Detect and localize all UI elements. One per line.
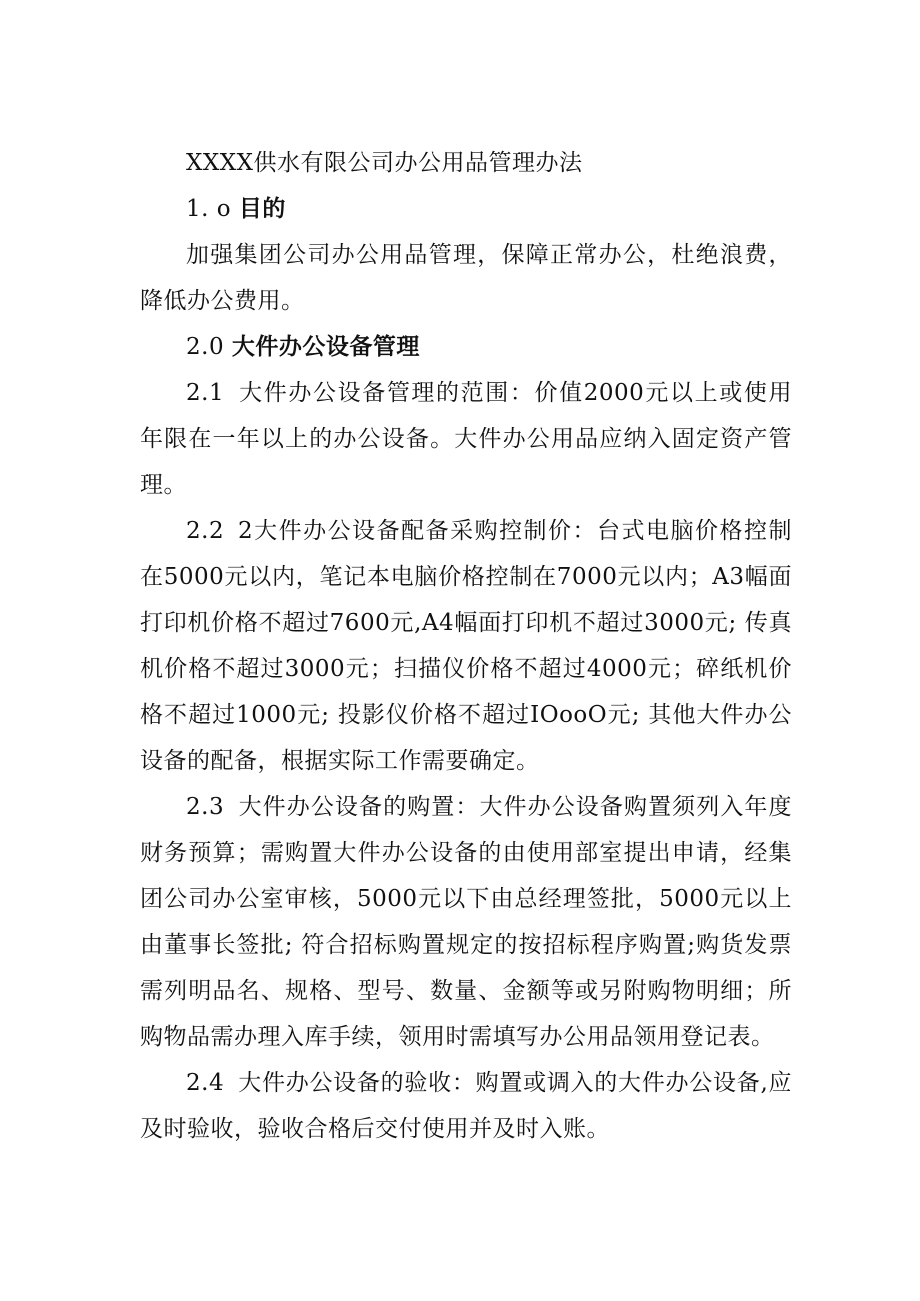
- section-1-number: 1. o: [186, 196, 239, 222]
- section-2-4-paragraph: [140, 1060, 792, 1152]
- section-2-2-paragraph: [140, 508, 792, 784]
- section-2-4-text: 大件办公设备的验收：购置或调入的大件办公设备,应及时验收，验收合格后交付使用并及时入账。: [140, 1070, 792, 1142]
- section-2-1-paragraph: [140, 370, 792, 508]
- section-2-4-number: 2.4: [186, 1070, 225, 1096]
- document-title: XXXX供水有限公司办公用品管理办法: [186, 150, 583, 176]
- document-body: [140, 140, 792, 1152]
- section-2-2-text: 2大件办公设备配备采购控制价：台式电脑价格控制在5000元以内，笔记本电脑价格控制在7000元以内；A3幅面打印机价格不超过7600元,A4幅面打印机不超过3000元; 传真机价格不超过3000元；扫描仪价格不超过4000元；碎纸机价格不超过1000元; 投影仪价格不超过IOooO元; 其他大件办公设备的配备，根据实际工作需要确定。: [140, 518, 792, 774]
- section-1-title: 目的: [238, 195, 286, 222]
- section-2-heading: [140, 324, 792, 370]
- section-2-3-text: 大件办公设备的购置：大件办公设备购置须列入年度财务预算；需购置大件办公设备的由使用部室提出申请，经集团公司办公室审核，5000元以下由总经理签批，5000元以上由董事长签批; 符合招标购置规定的按招标程序购置;购货发票需列明品名、规格、型号、数量、金额等或另附购物明细；所购物品需办理入库手续，领用时需填写办公用品领用登记表。: [140, 794, 792, 1050]
- section-1-paragraph: 加强集团公司办公用品管理，保障正常办公，杜绝浪费，降低办公费用。: [140, 242, 792, 314]
- section-2-3-number: 2.3: [186, 794, 225, 820]
- section-2-2-number: 2.2: [186, 518, 225, 544]
- section-1-heading: [140, 186, 792, 232]
- section-2-number: 2.0: [186, 334, 232, 360]
- section-2-1-text: 大件办公设备管理的范围：价值2000元以上或使用年限在一年以上的办公设备。大件办公用品应纳入固定资产管理。: [140, 380, 792, 498]
- section-2-3-paragraph: [140, 784, 792, 1060]
- section-2-1-number: 2.1: [186, 380, 225, 406]
- section-2-title: 大件办公设备管理: [231, 333, 420, 360]
